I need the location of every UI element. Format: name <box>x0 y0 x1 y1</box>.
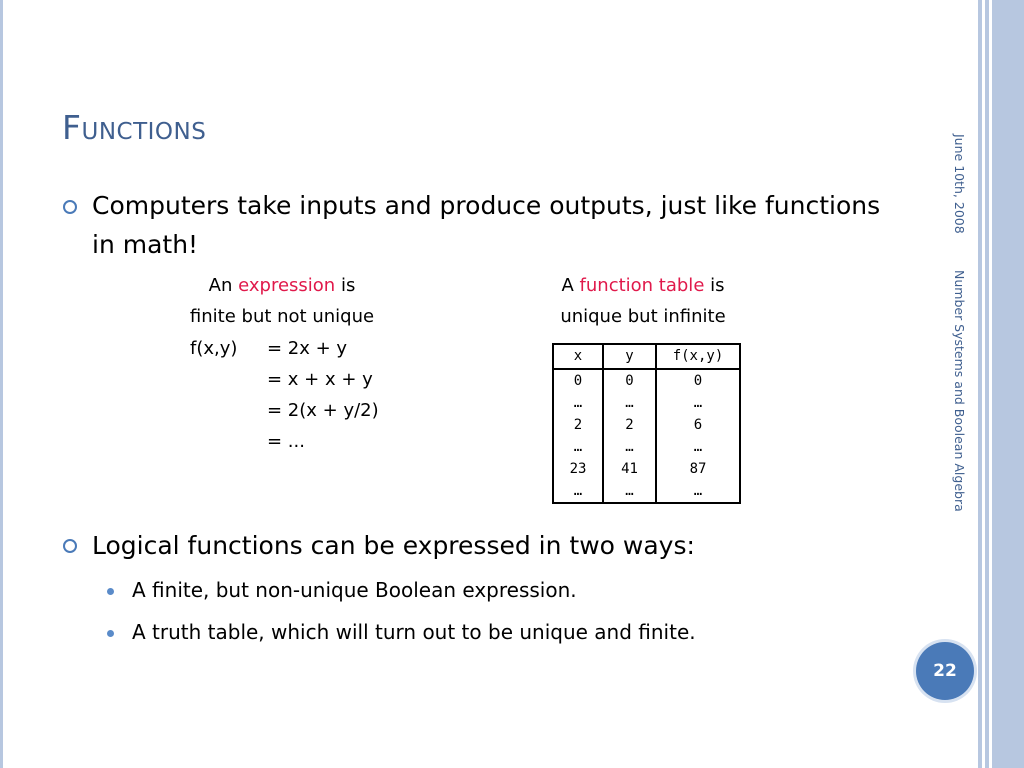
table-cell: … <box>553 481 603 503</box>
function-table-heading-keyword: function table <box>579 275 705 296</box>
table-cell: 0 <box>553 369 603 393</box>
table-cell: … <box>656 481 740 503</box>
table-cell: … <box>553 393 603 414</box>
table-row <box>553 414 740 437</box>
side-date: June 10th, 2008 <box>952 134 967 234</box>
table-cell: … <box>656 393 740 414</box>
table-cell: 2 <box>553 414 603 437</box>
expression-rhs <box>267 333 379 457</box>
expression-lhs: f(x,y) <box>190 338 238 359</box>
expression-line: = ... <box>267 431 305 452</box>
table-cell: 87 <box>656 458 740 481</box>
function-table-heading <box>520 270 766 332</box>
table-cell: 6 <box>656 414 740 437</box>
right-border-stripe <box>985 0 989 768</box>
table-cell: … <box>603 481 656 503</box>
sub-bullet-text: A finite, but non-unique Boolean expression. <box>132 578 577 602</box>
expression-heading-pre: An <box>208 275 239 296</box>
function-table-heading-line2: unique but infinite <box>560 306 726 327</box>
table-row <box>553 437 740 458</box>
table-cell: … <box>603 393 656 414</box>
sub-bullet-dot-icon <box>107 630 114 637</box>
table-row <box>553 369 740 393</box>
table-header-cell: f(x,y) <box>656 344 740 369</box>
table-row <box>553 481 740 503</box>
table-header-cell: y <box>603 344 656 369</box>
table-cell: 41 <box>603 458 656 481</box>
right-border-band <box>992 0 1024 768</box>
expression-line: = 2(x + y/2) <box>267 400 379 421</box>
table-cell: 0 <box>656 369 740 393</box>
expression-line: = x + x + y <box>267 369 373 390</box>
table-row <box>553 393 740 414</box>
table-cell: … <box>553 437 603 458</box>
table-header-row <box>553 344 740 369</box>
right-border-stripe <box>978 0 982 768</box>
expression-heading-post: is <box>335 275 356 296</box>
bullet-text: Logical functions can be expressed in two ways: <box>92 531 695 560</box>
table-cell: … <box>603 437 656 458</box>
table-cell: 23 <box>553 458 603 481</box>
function-table <box>552 343 741 504</box>
side-subject: Number Systems and Boolean Algebra <box>952 270 967 512</box>
page-number-badge: 22 <box>916 642 974 700</box>
table-row <box>553 458 740 481</box>
left-border <box>0 0 3 768</box>
table-cell: … <box>656 437 740 458</box>
function-table-heading-post: is <box>704 275 725 296</box>
function-table-heading-pre: A <box>561 275 580 296</box>
bullet-ring-icon <box>63 200 77 214</box>
sub-bullet-dot-icon <box>107 588 114 595</box>
table-cell: 2 <box>603 414 656 437</box>
bullet-text: Computers take inputs and produce outputs, just like functions in math! <box>92 191 881 259</box>
sub-bullet-text: A truth table, which will turn out to be unique and finite. <box>132 620 696 644</box>
slide-title: Functions <box>62 108 207 147</box>
expression-line: = 2x + y <box>267 338 348 359</box>
expression-heading-line2: finite but not unique <box>189 306 375 327</box>
expression-heading-keyword: expression <box>238 275 336 296</box>
bullet-ring-icon <box>63 539 77 553</box>
table-cell: 0 <box>603 369 656 393</box>
expression-heading <box>152 270 412 332</box>
table-header-cell: x <box>553 344 603 369</box>
